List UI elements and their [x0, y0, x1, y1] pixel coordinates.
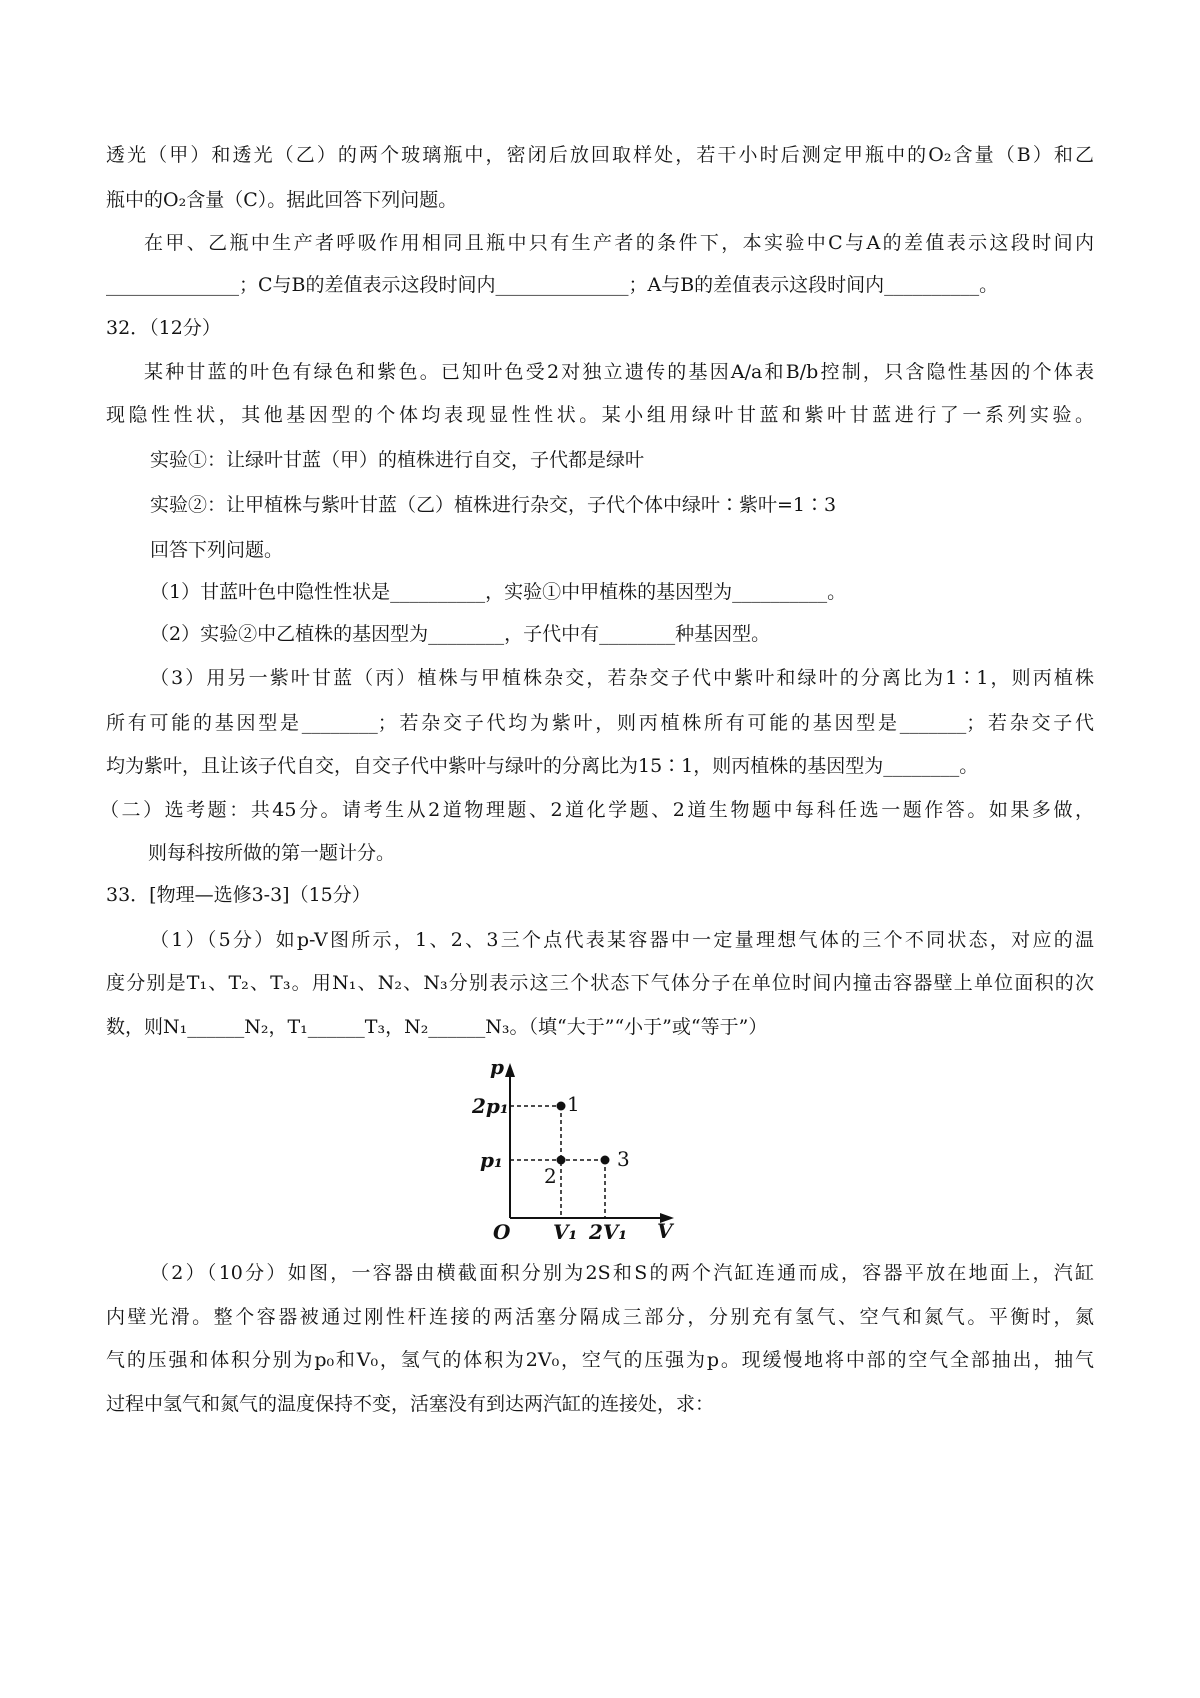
question-31-text-line: 在甲、乙瓶中生产者呼吸作用相同且瓶中只有生产者的条件下，本实验中C与A的差值表示这段时间内 — [144, 232, 1094, 254]
pv-diagram — [460, 1055, 740, 1255]
question-33-part-2-line: 气的压强和体积分别为p₀和V₀，氢气的体积为2V₀，空气的压强为p。现缓慢地将中部的空气全部抽出，抽气 — [106, 1349, 1094, 1371]
answer-prompt: 回答下列问题。 — [150, 539, 284, 561]
x-tick-label-2v1: 2V₁ — [589, 1220, 628, 1244]
sub-question-3-line: 均为紫叶，且让该子代自交，自交子代中紫叶与绿叶的分离比为15∶1，则丙植株的基因型为________。 — [106, 755, 979, 777]
x-axis-label: V — [657, 1219, 673, 1243]
question-32-stem-line: 现隐性性状，其他基因型的个体均表现显性性状。某小组用绿叶甘蓝和紫叶甘蓝进行了一系列实验。 — [106, 404, 1094, 426]
y-axis-arrow — [505, 1063, 515, 1077]
sub-question-2: （2）实验②中乙植株的基因型为________，子代中有________种基因型。 — [150, 623, 771, 645]
question-32-stem-line: 某种甘蓝的叶色有绿色和紫色。已知叶色受2对独立遗传的基因A/a和B/b控制，只含隐性基因的个体表 — [144, 361, 1094, 383]
origin-label: O — [493, 1220, 511, 1244]
state-label-1: 1 — [567, 1092, 580, 1116]
question-33-part-2-line: 过程中氢气和氮气的温度保持不变，活塞没有到达两汽缸的连接处，求： — [106, 1393, 715, 1415]
state-label-3: 3 — [617, 1147, 630, 1171]
elective-section-instructions-line: （二）选考题：共45分。请考生从2道物理题、2道化学题、2道生物题中每科任选一题作答。如果多做， — [100, 799, 1094, 821]
question-33-part-2-line: （2）（10分）如图，一容器由横截面积分别为2S和S的两个汽缸连通而成，容器平放在地面上，汽缸 — [150, 1262, 1094, 1284]
sub-question-3-line: （3）用另一紫叶甘蓝（丙）植株与甲植株杂交，若杂交子代中紫叶和绿叶的分离比为1∶1，则丙植株 — [150, 667, 1094, 689]
y-axis-label: p — [490, 1055, 504, 1079]
state-label-2: 2 — [544, 1164, 557, 1188]
state-point-1 — [557, 1102, 566, 1111]
state-point-2 — [557, 1156, 566, 1165]
state-point-3 — [601, 1156, 610, 1165]
elective-section-instructions-line: 则每科按所做的第一题计分。 — [148, 842, 396, 864]
y-tick-label-p1: p₁ — [480, 1148, 503, 1172]
question-31-blanks-line: ______________；C与B的差值表示这段时间内______________；A与B的差值表示这段时间内__________。 — [106, 274, 999, 296]
question-33-part-1-line: （1）（5分）如p-V图所示，1、2、3三个点代表某容器中一定量理想气体的三个不同状态，对应的温 — [150, 929, 1094, 951]
question-33-part-2-line: 内壁光滑。整个容器被通过刚性杆连接的两活塞分隔成三部分，分别充有氢气、空气和氮气。平衡时，氮 — [106, 1306, 1094, 1328]
experiment-1-description: 实验①：让绿叶甘蓝（甲）的植株进行自交，子代都是绿叶 — [150, 449, 645, 471]
y-tick-label-2p1: 2p₁ — [472, 1094, 509, 1118]
question-32-header: 32．（12分） — [106, 317, 221, 339]
x-tick-label-v1: V₁ — [553, 1220, 578, 1244]
question-33-header: 33．[物理—选修3-3]（15分） — [106, 884, 371, 906]
question-31-text-line: 透光（甲）和透光（乙）的两个玻璃瓶中，密闭后放回取样处，若干小时后测定甲瓶中的O₂含量（B）和乙 — [106, 144, 1094, 166]
sub-question-1: （1）甘蓝叶色中隐性性状是__________，实验①中甲植株的基因型为__________。 — [150, 581, 847, 603]
experiment-2-description: 实验②：让甲植株与紫叶甘蓝（乙）植株进行杂交，子代个体中绿叶∶紫叶=1∶3 — [150, 494, 837, 516]
sub-question-3-line: 所有可能的基因型是________；若杂交子代均为紫叶，则丙植株所有可能的基因型是_______；若杂交子代 — [106, 712, 1094, 734]
question-33-part-1-line: 度分别是T₁、T₂、T₃。用N₁、N₂、N₃分别表示这三个状态下气体分子在单位时间内撞击容器壁上单位面积的次 — [106, 972, 1094, 994]
question-31-text-line: 瓶中的O₂含量（C）。据此回答下列问题。 — [106, 189, 458, 211]
question-33-part-1-line: 数，则N₁______N₂，T₁______T₃，N₂______N₃。（填“大于”“小于”或“等于”） — [106, 1016, 768, 1038]
